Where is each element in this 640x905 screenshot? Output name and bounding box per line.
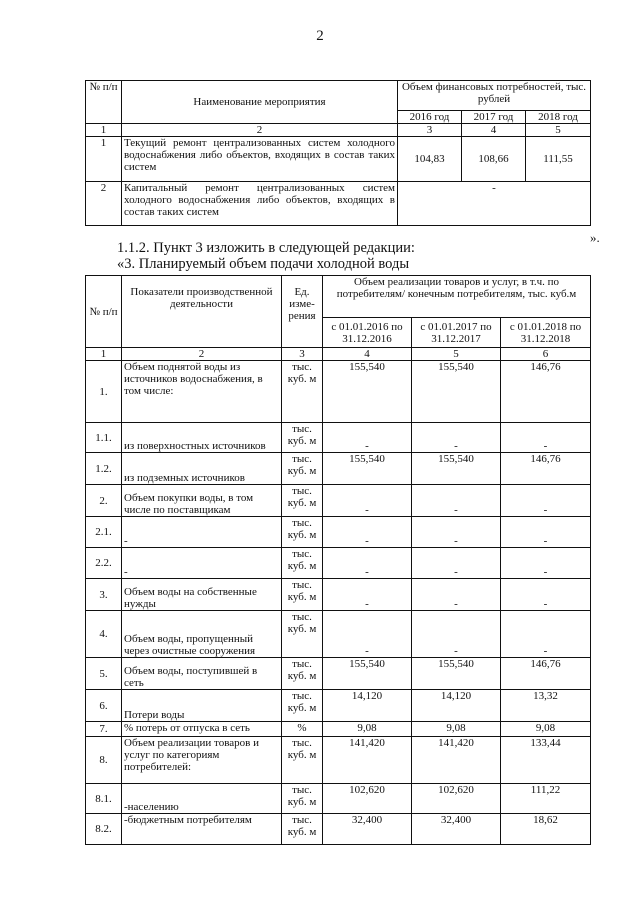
t2-row-value-2016: 155,540 bbox=[323, 658, 412, 690]
t2-row-num: 2.2. bbox=[86, 548, 122, 579]
t1-year-2016: 2016 год bbox=[398, 111, 462, 124]
t2-row-value-2018: 111,22 bbox=[501, 784, 591, 814]
table-row bbox=[86, 737, 591, 784]
t1-row-value-2017: 108,66 bbox=[462, 137, 526, 182]
t2-row-name: Объем воды, пропущенный через очистные сооружения bbox=[122, 611, 282, 658]
t2-row-name: % потерь от отпуска в сеть bbox=[122, 722, 282, 737]
t2-row-unit: % bbox=[282, 722, 323, 737]
t2-row-num: 6. bbox=[86, 690, 122, 722]
t2-row-num: 3. bbox=[86, 579, 122, 611]
table-row bbox=[86, 784, 591, 814]
t2-row-value-2017: 32,400 bbox=[412, 814, 501, 845]
t2-row-value-2016: 141,420 bbox=[323, 737, 412, 784]
t2-index-cell: 5 bbox=[412, 348, 501, 361]
t2-row-unit: тыс. куб. м bbox=[282, 361, 323, 423]
table-row bbox=[86, 548, 591, 579]
t2-row-unit: тыс. куб. м bbox=[282, 737, 323, 784]
t2-row-name: -населению bbox=[122, 784, 282, 814]
t1-row-name: Текущий ремонт централизованных систем холодного водоснабжения либо объектов, входящих в состав таких систем bbox=[122, 137, 398, 182]
t2-header-num: № п/п bbox=[86, 276, 122, 348]
t2-row-value-2016: 102,620 bbox=[323, 784, 412, 814]
t2-period-2016: с 01.01.2016 по 31.12.2016 bbox=[323, 318, 412, 348]
t2-row-num: 8.1. bbox=[86, 784, 122, 814]
t2-row-value-2017: 102,620 bbox=[412, 784, 501, 814]
t2-row-value-2017: - bbox=[412, 579, 501, 611]
table-row bbox=[86, 361, 591, 423]
t2-row-unit: тыс. куб. м bbox=[282, 814, 323, 845]
t2-row-value-2016: - bbox=[323, 485, 412, 517]
table-row bbox=[86, 137, 591, 182]
t2-row-num: 1.2. bbox=[86, 453, 122, 485]
t2-row-value-2018: - bbox=[501, 423, 591, 453]
t2-row-value-2016: 9,08 bbox=[323, 722, 412, 737]
t2-row-unit: тыс. куб. м bbox=[282, 517, 323, 548]
t2-row-name: Объем реализации товаров и услуг по категориям потребителей: bbox=[122, 737, 282, 784]
t2-index-cell: 4 bbox=[323, 348, 412, 361]
t2-row-unit: тыс. куб. м bbox=[282, 423, 323, 453]
t2-row-value-2017: 14,120 bbox=[412, 690, 501, 722]
t2-row-value-2017: 9,08 bbox=[412, 722, 501, 737]
t2-index-cell: 3 bbox=[282, 348, 323, 361]
t1-year-2018: 2018 год bbox=[526, 111, 591, 124]
t2-row-name: - bbox=[122, 548, 282, 579]
t2-row-value-2017: - bbox=[412, 548, 501, 579]
financial-needs-table bbox=[85, 80, 591, 226]
table-row bbox=[86, 453, 591, 485]
t2-row-value-2016: 155,540 bbox=[323, 453, 412, 485]
t2-row-value-2017: 141,420 bbox=[412, 737, 501, 784]
t2-row-value-2018: 13,32 bbox=[501, 690, 591, 722]
t2-row-value-2017: - bbox=[412, 485, 501, 517]
t1-row-num: 1 bbox=[86, 137, 122, 182]
table-row bbox=[86, 485, 591, 517]
t2-row-value-2016: - bbox=[323, 579, 412, 611]
t2-index-cell: 6 bbox=[501, 348, 591, 361]
t2-row-unit: тыс. куб. м bbox=[282, 690, 323, 722]
table-row bbox=[86, 814, 591, 845]
t2-row-value-2017: 155,540 bbox=[412, 361, 501, 423]
t2-row-unit: тыс. куб. м bbox=[282, 784, 323, 814]
t2-row-name: Объем воды, поступившей в сеть bbox=[122, 658, 282, 690]
t2-row-unit: тыс. куб. м bbox=[282, 579, 323, 611]
t1-header-num: № п/п bbox=[86, 81, 122, 124]
t2-row-num: 8. bbox=[86, 737, 122, 784]
t1-row-value-2016: 104,83 bbox=[398, 137, 462, 182]
t2-header-indicator: Показатели производственной деятельности bbox=[122, 276, 282, 348]
t2-row-num: 8.2. bbox=[86, 814, 122, 845]
t1-header-name: Наименование мероприятия bbox=[122, 81, 398, 124]
table-row bbox=[86, 517, 591, 548]
t2-row-value-2016: 155,540 bbox=[323, 361, 412, 423]
t2-row-name: Объем покупки воды, в том числе по поставщикам bbox=[122, 485, 282, 517]
t1-header-need: Объем финансовых потребностей, тыс. рублей bbox=[398, 81, 591, 111]
t2-row-name: из поверхностных источников bbox=[122, 423, 282, 453]
t2-row-value-2016: 14,120 bbox=[323, 690, 412, 722]
t2-row-num: 1. bbox=[86, 361, 122, 423]
t2-period-2018: с 01.01.2018 по 31.12.2018 bbox=[501, 318, 591, 348]
t2-row-value-2016: - bbox=[323, 611, 412, 658]
t2-row-value-2018: - bbox=[501, 548, 591, 579]
t2-row-value-2017: - bbox=[412, 423, 501, 453]
t2-row-value-2016: - bbox=[323, 517, 412, 548]
t1-year-2017: 2017 год bbox=[462, 111, 526, 124]
t2-row-value-2018: 146,76 bbox=[501, 658, 591, 690]
t2-row-value-2018: 146,76 bbox=[501, 453, 591, 485]
t2-row-value-2018: 146,76 bbox=[501, 361, 591, 423]
t1-index-cell: 1 bbox=[86, 124, 122, 137]
table-row bbox=[86, 423, 591, 453]
t1-index-cell: 5 bbox=[526, 124, 591, 137]
t2-row-num: 5. bbox=[86, 658, 122, 690]
t2-row-name: Объем поднятой воды из источников водоснабжения, в том числе: bbox=[122, 361, 282, 423]
t1-row-value-2018: 111,55 bbox=[526, 137, 591, 182]
t2-row-name: из подземных источников bbox=[122, 453, 282, 485]
t2-row-num: 2.1. bbox=[86, 517, 122, 548]
page-number: 2 bbox=[316, 28, 324, 44]
t2-row-unit: тыс. куб. м bbox=[282, 485, 323, 517]
t2-row-num: 2. bbox=[86, 485, 122, 517]
t2-row-name: Объем воды на собственные нужды bbox=[122, 579, 282, 611]
t2-row-value-2018: 133,44 bbox=[501, 737, 591, 784]
t2-index-cell: 1 bbox=[86, 348, 122, 361]
t1-row-num: 2 bbox=[86, 182, 122, 226]
t2-row-value-2016: 32,400 bbox=[323, 814, 412, 845]
t2-row-num: 4. bbox=[86, 611, 122, 658]
t2-row-name: - bbox=[122, 517, 282, 548]
t2-row-unit: тыс. куб. м bbox=[282, 453, 323, 485]
t2-period-2017: с 01.01.2017 по 31.12.2017 bbox=[412, 318, 501, 348]
water-supply-table bbox=[85, 275, 591, 845]
t2-row-name: Потери воды bbox=[122, 690, 282, 722]
t2-row-value-2016: - bbox=[323, 423, 412, 453]
table-row bbox=[86, 658, 591, 690]
t2-row-value-2018: - bbox=[501, 485, 591, 517]
t2-index-cell: 2 bbox=[122, 348, 282, 361]
t1-index-cell: 2 bbox=[122, 124, 398, 137]
t1-index-cell: 4 bbox=[462, 124, 526, 137]
table-row bbox=[86, 611, 591, 658]
section-heading: «3. Планируемый объем подачи холодной воды bbox=[117, 256, 410, 272]
t1-row-dash: - bbox=[398, 182, 591, 226]
t2-row-unit: тыс. куб. м bbox=[282, 611, 323, 658]
table-row bbox=[86, 690, 591, 722]
t2-row-unit: тыс. куб. м bbox=[282, 548, 323, 579]
t2-header-unit: Ед. изме-рения bbox=[282, 276, 323, 348]
table-row bbox=[86, 579, 591, 611]
amendment-paragraph: 1.1.2. Пункт 3 изложить в следующей редакции: bbox=[117, 240, 415, 256]
t2-row-value-2017: - bbox=[412, 517, 501, 548]
t2-row-value-2017: - bbox=[412, 611, 501, 658]
t1-row-name: Капитальный ремонт централизованных систем холодного водоснабжения либо объектов, входящих в состав таких систем bbox=[122, 182, 398, 226]
closing-quote: ». bbox=[590, 230, 600, 245]
table-row bbox=[86, 722, 591, 737]
t2-header-volume: Объем реализации товаров и услуг, в т.ч. по потребителям/ конечным потребителям, тыс. куб.м bbox=[323, 276, 591, 318]
t2-row-num: 1.1. bbox=[86, 423, 122, 453]
t2-row-name: -бюджетным потребителям bbox=[122, 814, 282, 845]
t2-row-unit: тыс. куб. м bbox=[282, 658, 323, 690]
t2-row-value-2016: - bbox=[323, 548, 412, 579]
t2-row-value-2018: 18,62 bbox=[501, 814, 591, 845]
t2-row-value-2018: - bbox=[501, 611, 591, 658]
table-row bbox=[86, 182, 591, 226]
t2-row-num: 7. bbox=[86, 722, 122, 737]
t2-row-value-2017: 155,540 bbox=[412, 658, 501, 690]
t2-row-value-2018: - bbox=[501, 517, 591, 548]
t2-row-value-2018: - bbox=[501, 579, 591, 611]
t1-index-cell: 3 bbox=[398, 124, 462, 137]
t2-row-value-2017: 155,540 bbox=[412, 453, 501, 485]
t2-row-value-2018: 9,08 bbox=[501, 722, 591, 737]
